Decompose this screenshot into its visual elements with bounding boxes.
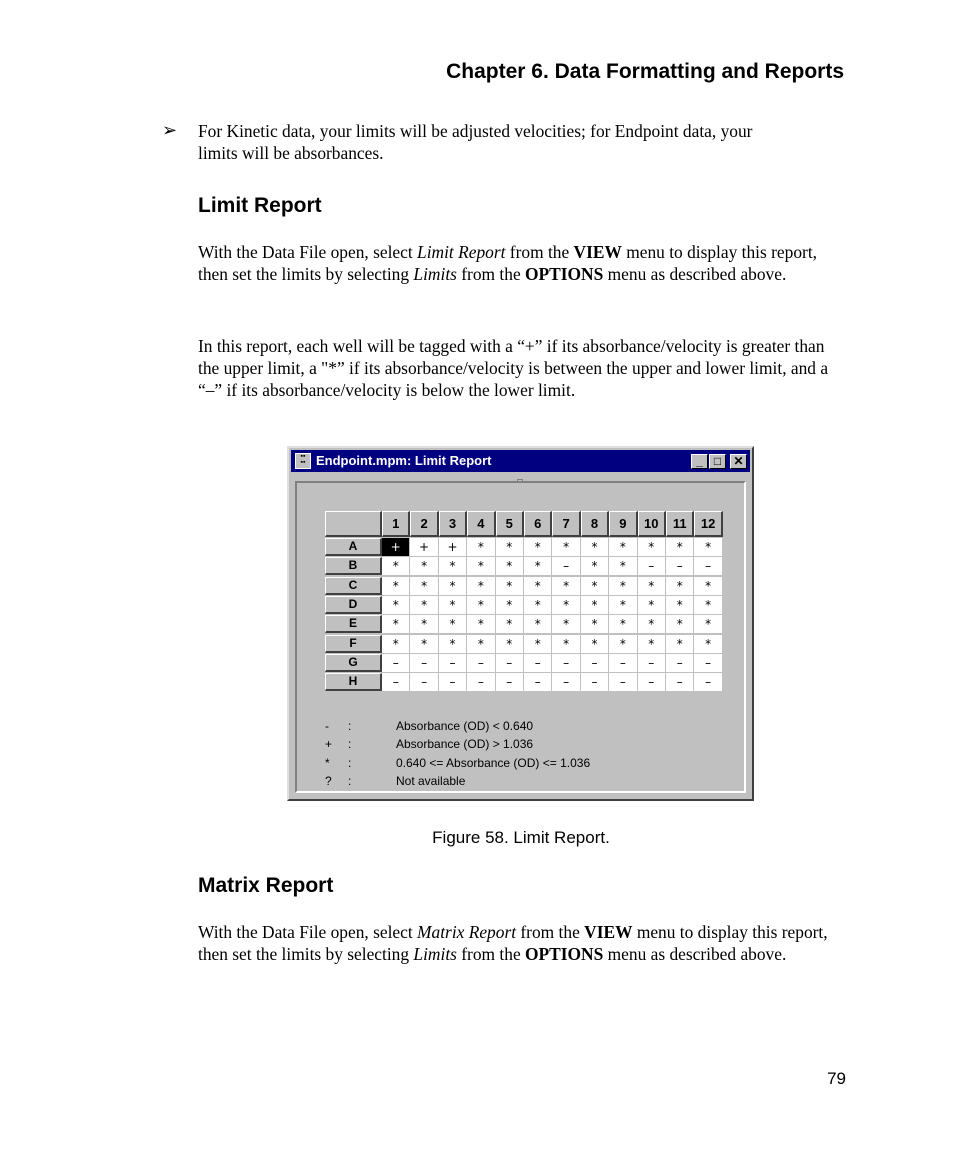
text-run: With the Data File open, select	[198, 242, 418, 262]
row-header-A[interactable]: A	[325, 538, 382, 556]
well-cell-F7[interactable]: *	[552, 635, 580, 654]
well-cell-C8[interactable]: *	[581, 577, 609, 596]
legend-colon: :	[348, 737, 352, 752]
well-cell-B12[interactable]: –	[694, 557, 722, 576]
column-header-10[interactable]: 10	[638, 511, 666, 537]
well-cell-D7[interactable]: *	[552, 596, 580, 615]
text-run: With the Data File open, select	[198, 922, 418, 942]
well-cell-A4[interactable]: *	[467, 538, 495, 557]
row-header-C[interactable]: C	[325, 577, 382, 595]
column-header-3[interactable]: 3	[439, 511, 467, 537]
well-cell-F11[interactable]: *	[666, 635, 694, 654]
well-cell-A8[interactable]: *	[581, 538, 609, 557]
well-cell-A11[interactable]: *	[666, 538, 694, 557]
limit-report-window	[287, 446, 754, 801]
well-cell-E2[interactable]: *	[410, 615, 438, 634]
text-run: menu to display this report, then set the limits by selecting	[198, 242, 817, 284]
well-cell-H2[interactable]: –	[410, 673, 438, 692]
text-run-bold: VIEW	[573, 242, 622, 262]
well-cell-F12[interactable]: *	[694, 635, 722, 654]
well-cell-E7[interactable]: *	[552, 615, 580, 634]
well-cell-B2[interactable]: *	[410, 557, 438, 576]
minimize-button[interactable]: _	[691, 454, 708, 469]
well-cell-D12[interactable]: *	[694, 596, 722, 615]
well-cell-E1[interactable]: *	[382, 615, 410, 634]
page-number: 79	[827, 1069, 846, 1088]
window-title: Endpoint.mpm: Limit Report	[316, 453, 492, 468]
well-cell-F8[interactable]: *	[581, 635, 609, 654]
well-cell-H3[interactable]: –	[439, 673, 467, 692]
well-cell-E10[interactable]: *	[638, 615, 666, 634]
figure-caption: Figure 58. Limit Report.	[432, 828, 610, 847]
legend-colon: :	[348, 755, 352, 770]
well-cell-D2[interactable]: *	[410, 596, 438, 615]
column-header-2[interactable]: 2	[410, 511, 438, 537]
well-cell-D8[interactable]: *	[581, 596, 609, 615]
column-header-11[interactable]: 11	[666, 511, 694, 537]
text-run-italic: Limit Report	[417, 242, 506, 262]
matrix-report-paragraph	[198, 921, 846, 965]
bullet-line-2: limits will be absorbances.	[198, 143, 384, 163]
bullet-text	[198, 120, 846, 164]
well-cell-H4[interactable]: –	[467, 673, 495, 692]
well-cell-A1[interactable]: +	[382, 538, 410, 557]
column-header-6[interactable]: 6	[524, 511, 552, 537]
well-cell-B4[interactable]: *	[467, 557, 495, 576]
well-cell-F10[interactable]: *	[638, 635, 666, 654]
row-header-G[interactable]: G	[325, 654, 382, 672]
well-cell-E12[interactable]: *	[694, 615, 722, 634]
well-cell-B9[interactable]: *	[609, 557, 637, 576]
well-cell-E5[interactable]: *	[496, 615, 524, 634]
column-header-5[interactable]: 5	[496, 511, 524, 537]
text-run-bold: VIEW	[584, 922, 633, 942]
text-run: menu as described above.	[603, 264, 787, 284]
well-cell-B6[interactable]: *	[524, 557, 552, 576]
well-cell-E6[interactable]: *	[524, 615, 552, 634]
well-cell-D1[interactable]: *	[382, 596, 410, 615]
well-cell-F6[interactable]: *	[524, 635, 552, 654]
well-cell-D4[interactable]: *	[467, 596, 495, 615]
legend-symbol: +	[325, 737, 333, 752]
text-run-bold: OPTIONS	[525, 944, 604, 964]
well-cell-A7[interactable]: *	[552, 538, 580, 557]
well-cell-A6[interactable]: *	[524, 538, 552, 557]
well-cell-A12[interactable]: *	[694, 538, 722, 557]
well-cell-H5[interactable]: –	[496, 673, 524, 692]
well-cell-D10[interactable]: *	[638, 596, 666, 615]
legend-colon: :	[348, 719, 352, 733]
text-run: from the	[456, 944, 526, 964]
well-cell-B10[interactable]: –	[638, 557, 666, 576]
column-header-8[interactable]: 8	[581, 511, 609, 537]
well-cell-F2[interactable]: *	[410, 635, 438, 654]
well-cell-D3[interactable]: *	[439, 596, 467, 615]
text-run-italic: Limits	[413, 944, 457, 964]
well-cell-B7[interactable]: –	[552, 557, 580, 576]
well-cell-F9[interactable]: *	[609, 635, 637, 654]
well-cell-G9[interactable]: –	[609, 654, 637, 673]
matrix-report-heading: Matrix Report	[198, 874, 334, 897]
text-run-italic: Limits	[413, 264, 457, 284]
well-cell-E3[interactable]: *	[439, 615, 467, 634]
well-cell-C7[interactable]: *	[552, 577, 580, 596]
text-run-italic: Matrix Report	[417, 922, 517, 942]
row-header-F[interactable]: F	[325, 635, 382, 653]
well-cell-E11[interactable]: *	[666, 615, 694, 634]
text-run: from the	[516, 922, 585, 942]
well-cell-A10[interactable]: *	[638, 538, 666, 557]
well-cell-D9[interactable]: *	[609, 596, 637, 615]
well-cell-B3[interactable]: *	[439, 557, 467, 576]
well-cell-E9[interactable]: *	[609, 615, 637, 634]
column-header-12[interactable]: 12	[694, 511, 722, 537]
column-header-4[interactable]: 4	[467, 511, 495, 537]
text-run: menu as described above.	[603, 944, 787, 964]
text-run: menu to display this report, then set the limits by selecting	[198, 922, 828, 964]
well-cell-D11[interactable]: *	[666, 596, 694, 615]
close-button[interactable]: ✕	[730, 454, 747, 469]
well-cell-G10[interactable]: –	[638, 654, 666, 673]
well-cell-B11[interactable]: –	[666, 557, 694, 576]
well-cell-C4[interactable]: *	[467, 577, 495, 596]
well-cell-A2[interactable]: +	[410, 538, 438, 557]
legend-description: Not available	[396, 773, 466, 788]
limit-report-heading: Limit Report	[198, 194, 322, 217]
well-cell-E4[interactable]: *	[467, 615, 495, 634]
well-cell-H7[interactable]: –	[552, 673, 580, 692]
legend-symbol: -	[325, 719, 329, 733]
well-cell-C3[interactable]: *	[439, 577, 467, 596]
row-header-B[interactable]: B	[325, 557, 382, 575]
legend-description: Absorbance (OD) < 0.640	[396, 719, 534, 733]
grid-corner-header	[325, 511, 382, 537]
well-cell-G1[interactable]: –	[382, 654, 410, 673]
legend-symbol: *	[325, 755, 330, 770]
well-cell-G5[interactable]: –	[496, 654, 524, 673]
title-bar[interactable]	[291, 450, 750, 472]
column-header-7[interactable]: 7	[552, 511, 580, 537]
well-cell-C6[interactable]: *	[524, 577, 552, 596]
text-run: from the	[505, 242, 574, 262]
well-cell-C5[interactable]: *	[496, 577, 524, 596]
chapter-header: Chapter 6. Data Formatting and Reports	[446, 60, 844, 83]
text-run: from the	[456, 264, 526, 284]
well-cell-F3[interactable]: *	[439, 635, 467, 654]
well-cell-H8[interactable]: –	[581, 673, 609, 692]
well-cell-H12[interactable]: –	[694, 673, 722, 692]
well-cell-G3[interactable]: –	[439, 654, 467, 673]
legend-description: Absorbance (OD) > 1.036	[396, 737, 534, 752]
limit-report-paragraph-1	[198, 241, 846, 285]
well-cell-H6[interactable]: –	[524, 673, 552, 692]
well-cell-B5[interactable]: *	[496, 557, 524, 576]
well-cell-E8[interactable]: *	[581, 615, 609, 634]
well-cell-G2[interactable]: –	[410, 654, 438, 673]
well-cell-C10[interactable]: *	[638, 577, 666, 596]
app-icon[interactable]: ▪▪ ▪▪	[295, 453, 311, 469]
well-cell-H9[interactable]: –	[609, 673, 637, 692]
bullet-line-1: For Kinetic data, your limits will be adjusted velocities; for Endpoint data, your	[198, 121, 753, 141]
well-cell-F4[interactable]: *	[467, 635, 495, 654]
well-cell-G8[interactable]: –	[581, 654, 609, 673]
limit-report-paragraph-2: In this report, each well will be tagged with a “+” if its absorbance/velocity is greater than the upper limit, a "*” if its absorbance/velocity is between the upper and lower limit, and a “–” if its absorbance/velocity is below the lower limit.	[198, 336, 829, 400]
well-cell-G12[interactable]: –	[694, 654, 722, 673]
well-cell-A9[interactable]: *	[609, 538, 637, 557]
legend-colon: :	[348, 773, 352, 788]
report-client-area	[295, 481, 746, 793]
column-header-1[interactable]: 1	[382, 511, 410, 537]
well-cell-C2[interactable]: *	[410, 577, 438, 596]
row-header-E[interactable]: E	[325, 615, 382, 633]
well-cell-C9[interactable]: *	[609, 577, 637, 596]
well-cell-F1[interactable]: *	[382, 635, 410, 654]
well-cell-F5[interactable]: *	[496, 635, 524, 654]
well-cell-H10[interactable]: –	[638, 673, 666, 692]
column-header-9[interactable]: 9	[609, 511, 637, 537]
well-cell-G6[interactable]: –	[524, 654, 552, 673]
well-cell-H1[interactable]: –	[382, 673, 410, 692]
well-cell-C12[interactable]: *	[694, 577, 722, 596]
well-cell-B8[interactable]: *	[581, 557, 609, 576]
legend-description: 0.640 <= Absorbance (OD) <= 1.036	[396, 755, 591, 770]
maximize-button[interactable]: □	[709, 454, 726, 469]
well-cell-D5[interactable]: *	[496, 596, 524, 615]
well-cell-C11[interactable]: *	[666, 577, 694, 596]
well-cell-H11[interactable]: –	[666, 673, 694, 692]
well-cell-A5[interactable]: *	[496, 538, 524, 557]
well-cell-D6[interactable]: *	[524, 596, 552, 615]
well-cell-C1[interactable]: *	[382, 577, 410, 596]
legend-symbol: ?	[325, 773, 332, 788]
well-cell-G4[interactable]: –	[467, 654, 495, 673]
row-header-D[interactable]: D	[325, 596, 382, 614]
well-cell-G11[interactable]: –	[666, 654, 694, 673]
well-cell-G7[interactable]: –	[552, 654, 580, 673]
well-cell-B1[interactable]: *	[382, 557, 410, 576]
row-header-H[interactable]: H	[325, 673, 382, 691]
well-cell-A3[interactable]: +	[439, 538, 467, 557]
text-run-bold: OPTIONS	[525, 264, 604, 284]
bullet-arrow-icon: ➢	[162, 120, 178, 141]
